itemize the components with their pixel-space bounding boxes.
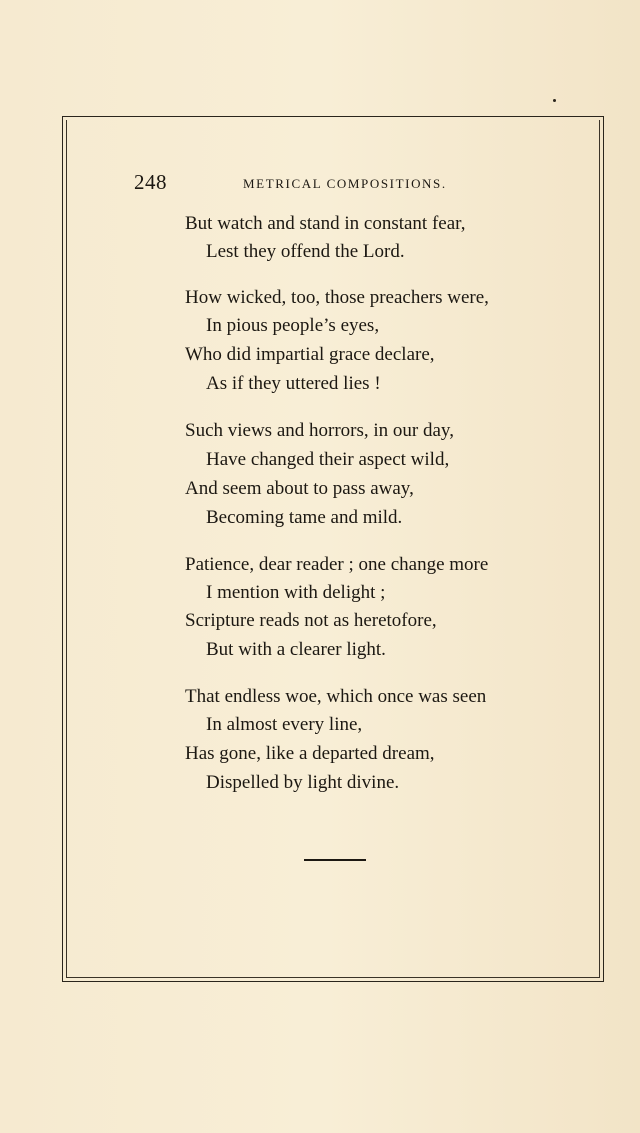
poem-line: Who did impartial grace declare, [185,344,435,365]
poem-line: Scripture reads not as heretofore, [185,610,437,631]
poem-line: But watch and stand in constant fear, [185,213,466,234]
poem-line: Becoming tame and mild. [206,507,403,528]
poem-line: I mention with delight ; [206,582,386,603]
poem-line: Lest they offend the Lord. [206,241,405,262]
running-head: METRICAL COMPOSITIONS. [243,176,447,191]
poem-line: Such views and horrors, in our day, [185,420,454,441]
ink-speck [553,99,556,102]
poem-line: Dispelled by light divine. [206,772,400,793]
poem-line: And seem about to pass away, [185,478,414,499]
poem-line: In almost every line, [206,714,363,735]
poem-line: Has gone, like a departed dream, [185,743,435,764]
section-rule [304,859,366,861]
poem-line: Patience, dear reader ; one change more [185,554,489,575]
poem-line: But with a clearer light. [206,639,386,660]
poem-line: How wicked, too, those preachers were, [185,287,489,308]
poem-line: Have changed their aspect wild, [206,449,450,470]
poem-line: As if they uttered lies ! [206,373,381,394]
page-number: 248 [134,170,167,194]
poem-line: In pious people’s eyes, [206,315,380,336]
poem-line: That endless woe, which once was seen [185,686,487,707]
